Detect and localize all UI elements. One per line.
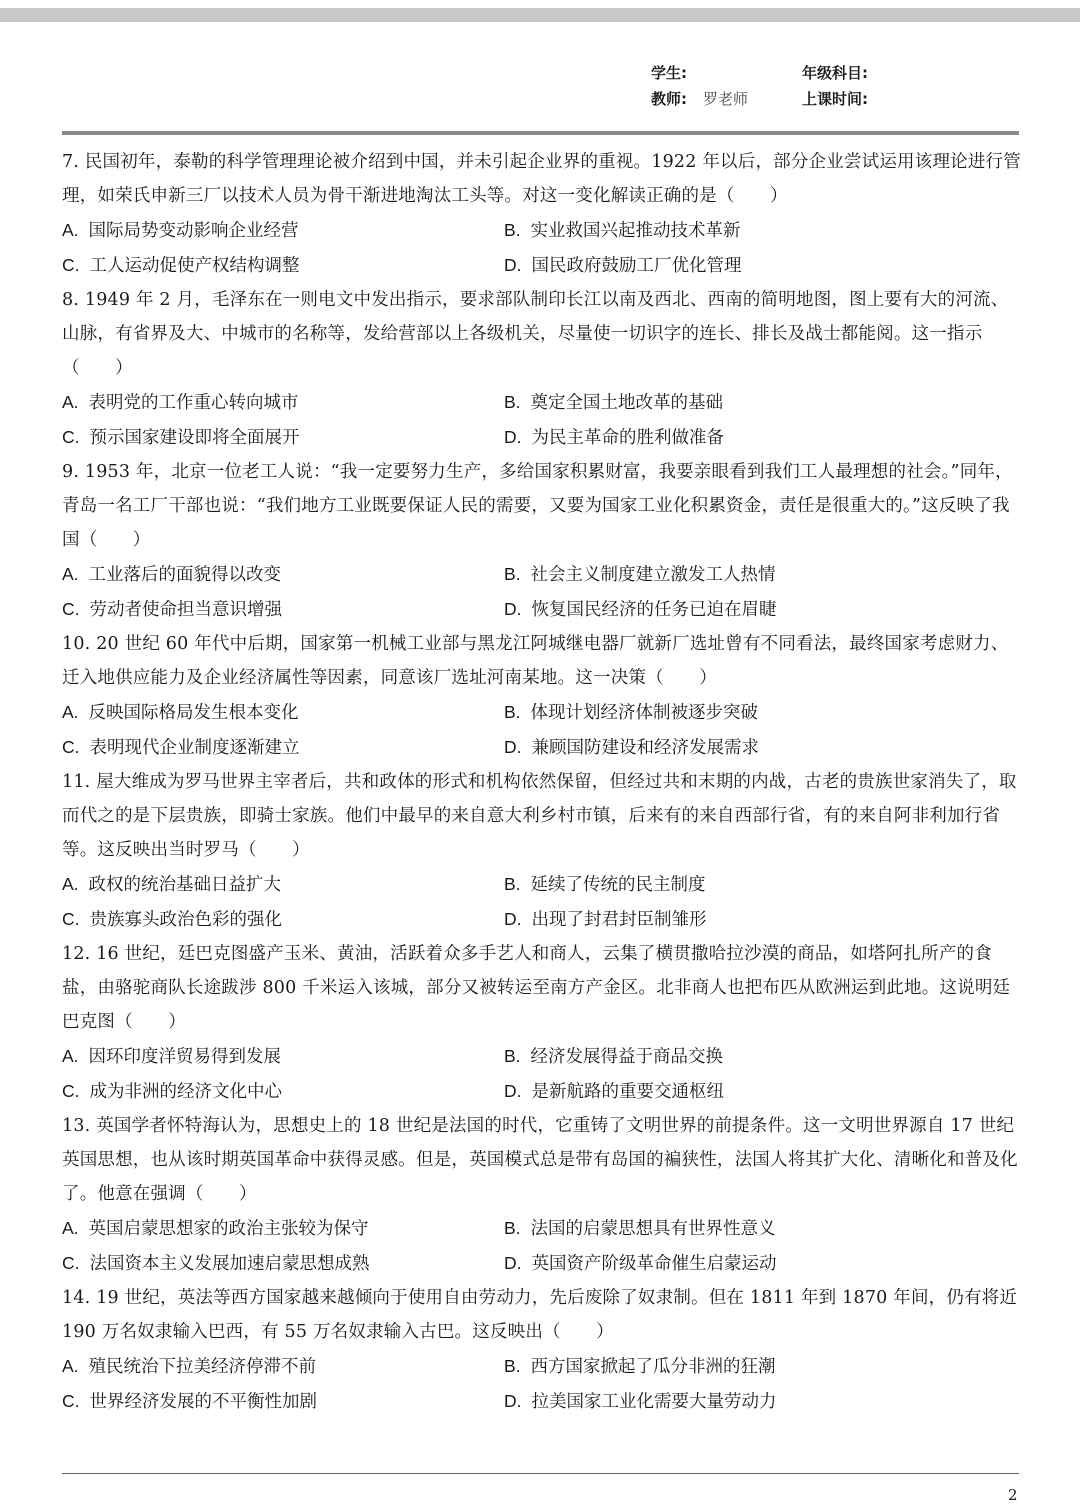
- option-letter: A.: [62, 1218, 79, 1238]
- option-d[interactable]: [504, 902, 946, 937]
- option-text: 国际局势变动影响企业经营: [88, 221, 299, 241]
- option-d[interactable]: [504, 592, 946, 627]
- option-b[interactable]: [504, 1349, 946, 1384]
- option-text: 成为非洲的经济文化中心: [89, 1082, 282, 1102]
- options: [62, 1349, 1022, 1419]
- option-d[interactable]: [504, 1384, 946, 1419]
- option-a[interactable]: [62, 213, 504, 248]
- option-letter: C.: [62, 1081, 80, 1101]
- option-letter: C.: [62, 909, 80, 929]
- question-stem: 8. 1949 年 2 月，毛泽东在一则电文中发出指示，要求部队制印长江以南及西北、西南的简明地图，图上要有大的河流、山脉，有省界及大、中城市的名称等，发给营部以上各级机关，尽量使一切识字的连长、排长及战士都能阅。这一指示（ ）: [62, 290, 1009, 378]
- option-letter: D.: [504, 599, 522, 619]
- question: [62, 627, 1022, 765]
- question-stem: 14. 19 世纪，英法等西方国家越来越倾向于使用自由劳动力，先后废除了奴隶制。但在 1811 年到 1870 年间，仍有将近 190 万名奴隶输入巴西，有 55 万名奴隶输入古巴。这反映出（ ）: [62, 1288, 1018, 1342]
- option-text: 工业落后的面貌得以改变: [88, 565, 282, 585]
- option-text: 延续了传统的民主制度: [530, 875, 706, 895]
- grade-label: 年级科目:: [802, 64, 868, 82]
- teacher-label: 教师:: [651, 90, 687, 108]
- questions-container: [62, 145, 1022, 1419]
- option-letter: D.: [504, 1253, 522, 1273]
- option-text: 社会主义制度建立激发工人热情: [530, 565, 776, 585]
- options: [62, 1211, 1022, 1281]
- teacher-value: 罗老师: [703, 90, 749, 108]
- option-c[interactable]: [62, 1074, 504, 1109]
- option-text: 劳动者使命担当意识增强: [89, 600, 282, 620]
- option-text: 法国资本主义发展加速启蒙思想成熟: [89, 1254, 370, 1274]
- option-letter: A.: [62, 564, 79, 584]
- question-stem: 13. 英国学者怀特海认为，思想史上的 18 世纪是法国的时代，它重铸了文明世界的前提条件。这一文明世界源自 17 世纪英国思想，也从该时期英国革命中获得灵感。但是，英国模式总是带有岛国的褊狭性，法国人将其扩大化、清晰化和普及化了。他意在强调（ ）: [62, 1116, 1018, 1204]
- option-d[interactable]: [504, 420, 946, 455]
- option-text: 法国的启蒙思想具有世界性意义: [530, 1219, 776, 1239]
- question: [62, 145, 1022, 283]
- option-letter: A.: [62, 1356, 79, 1376]
- option-letter: B.: [504, 220, 521, 240]
- option-text: 预示国家建设即将全面展开: [89, 428, 300, 448]
- grade-field: [802, 63, 884, 83]
- option-a[interactable]: [62, 1211, 504, 1246]
- option-text: 英国启蒙思想家的政治主张较为保守: [88, 1219, 369, 1239]
- option-b[interactable]: [504, 695, 946, 730]
- option-c[interactable]: [62, 730, 504, 765]
- option-text: 英国资产阶级革命催生启蒙运动: [531, 1254, 777, 1274]
- options: [62, 867, 1022, 937]
- question-stem: 10. 20 世纪 60 年代中后期，国家第一机械工业部与黑龙江阿城继电器厂就新厂选址曾有不同看法，最终国家考虑财力、迁入地供应能力及企业经济属性等因素，同意该厂选址河南某地。这一决策（ ）: [62, 634, 1009, 688]
- option-letter: D.: [504, 1391, 522, 1411]
- option-a[interactable]: [62, 867, 504, 902]
- option-text: 政权的统治基础日益扩大: [88, 875, 282, 895]
- student-label: 学生:: [651, 64, 687, 82]
- option-b[interactable]: [504, 557, 946, 592]
- options: [62, 213, 1022, 283]
- option-c[interactable]: [62, 592, 504, 627]
- student-field: [651, 63, 703, 83]
- footer-divider: [62, 1473, 1019, 1474]
- header-divider: [62, 131, 1019, 135]
- question: [62, 937, 1022, 1109]
- option-letter: B.: [504, 1218, 521, 1238]
- option-letter: D.: [504, 427, 522, 447]
- option-text: 西方国家掀起了瓜分非洲的狂潮: [530, 1357, 776, 1377]
- option-text: 体现计划经济体制被逐步突破: [530, 703, 759, 723]
- option-letter: D.: [504, 737, 522, 757]
- option-d[interactable]: [504, 1074, 946, 1109]
- page-number: 2: [1008, 1486, 1018, 1504]
- option-letter: B.: [504, 564, 521, 584]
- option-text: 因环印度洋贸易得到发展: [88, 1047, 282, 1067]
- question: [62, 1109, 1022, 1281]
- option-c[interactable]: [62, 1246, 504, 1281]
- option-text: 是新航路的重要交通枢纽: [531, 1082, 724, 1102]
- option-letter: B.: [504, 392, 521, 412]
- option-d[interactable]: [504, 1246, 946, 1281]
- option-a[interactable]: [62, 1349, 504, 1384]
- option-c[interactable]: [62, 420, 504, 455]
- option-text: 工人运动促使产权结构调整: [89, 256, 300, 276]
- option-letter: A.: [62, 392, 79, 412]
- option-letter: A.: [62, 702, 79, 722]
- question-stem: 11. 屋大维成为罗马世界主宰者后，共和政体的形式和机构依然保留，但经过共和末期的内战，古老的贵族世家消失了，取而代之的是下层贵族，即骑士家族。他们中最早的来自意大利乡村市镇，后来有的来自西部行省，有的来自阿非利加行省等。这反映出当时罗马（ ）: [62, 772, 1017, 860]
- option-letter: C.: [62, 737, 80, 757]
- top-gray-band: [0, 8, 1080, 22]
- option-letter: C.: [62, 599, 80, 619]
- option-a[interactable]: [62, 557, 504, 592]
- option-c[interactable]: [62, 248, 504, 283]
- option-a[interactable]: [62, 385, 504, 420]
- options: [62, 557, 1022, 627]
- time-field: [802, 89, 884, 109]
- option-letter: C.: [62, 427, 80, 447]
- option-letter: D.: [504, 909, 522, 929]
- option-letter: C.: [62, 255, 80, 275]
- option-letter: D.: [504, 255, 522, 275]
- option-b[interactable]: [504, 213, 946, 248]
- option-b[interactable]: [504, 385, 946, 420]
- option-text: 为民主革命的胜利做准备: [531, 428, 724, 448]
- time-label: 上课时间:: [802, 90, 868, 108]
- options: [62, 385, 1022, 455]
- option-letter: A.: [62, 874, 79, 894]
- option-a[interactable]: [62, 695, 504, 730]
- question-list: [62, 145, 1022, 1419]
- question: [62, 765, 1022, 937]
- option-d[interactable]: [504, 248, 946, 283]
- options: [62, 1039, 1022, 1109]
- option-text: 恢复国民经济的任务已迫在眉睫: [531, 600, 777, 620]
- question: [62, 283, 1022, 455]
- question-stem: 7. 民国初年，泰勒的科学管理理论被介绍到中国，并未引起企业界的重视。1922 年以后，部分企业尝试运用该理论进行管理，如荣氏申新三厂以技术人员为骨干渐进地淘汰工头等。对这一变化解读正确的是（ ）: [62, 152, 1021, 206]
- option-letter: B.: [504, 1356, 521, 1376]
- option-text: 拉美国家工业化需要大量劳动力: [531, 1392, 777, 1412]
- option-c[interactable]: [62, 1384, 504, 1419]
- option-text: 世界经济发展的不平衡性加剧: [89, 1392, 317, 1412]
- option-text: 反映国际格局发生根本变化: [88, 703, 299, 723]
- question: [62, 1281, 1022, 1419]
- option-text: 国民政府鼓励工厂优化管理: [531, 256, 742, 276]
- options: [62, 695, 1022, 765]
- option-text: 经济发展得益于商品交换: [530, 1047, 724, 1067]
- option-text: 表明现代企业制度逐渐建立: [89, 738, 300, 758]
- option-text: 贵族寡头政治色彩的强化: [89, 910, 282, 930]
- option-text: 殖民统治下拉美经济停滞不前: [88, 1357, 317, 1377]
- option-a[interactable]: [62, 1039, 504, 1074]
- option-text: 表明党的工作重心转向城市: [88, 393, 299, 413]
- question-stem: 12. 16 世纪，廷巴克图盛产玉米、黄油，活跃着众多手艺人和商人，云集了横贯撒哈拉沙漠的商品，如塔阿扎所产的食盐，由骆驼商队长途跋涉 800 千米运入该城，部分又被转运至南方产金区。北非商人也把布匹从欧洲运到此地。这说明廷巴克图（ ）: [62, 944, 1011, 1032]
- question: [62, 455, 1022, 627]
- option-text: 兼顾国防建设和经济发展需求: [531, 738, 759, 758]
- option-text: 实业救国兴起推动技术革新: [530, 221, 741, 241]
- option-letter: A.: [62, 1046, 79, 1066]
- option-letter: B.: [504, 702, 521, 722]
- option-b[interactable]: [504, 867, 946, 902]
- option-b[interactable]: [504, 1039, 946, 1074]
- option-text: 出现了封君封臣制雏形: [531, 910, 707, 930]
- option-letter: B.: [504, 1046, 521, 1066]
- option-text: 奠定全国土地改革的基础: [530, 393, 724, 413]
- option-d[interactable]: [504, 730, 946, 765]
- teacher-field: [651, 89, 748, 109]
- option-letter: C.: [62, 1253, 80, 1273]
- option-letter: A.: [62, 220, 79, 240]
- question-stem: 9. 1953 年，北京一位老工人说：“我一定要努力生产，多给国家积累财富，我要亲眼看到我们工人最理想的社会。”同年，青岛一名工厂干部也说：“我们地方工业既要保证人民的需要，又要为国家工业化积累资金，责任是很重大的。”这反映了我国（ ）: [62, 462, 1013, 550]
- option-c[interactable]: [62, 902, 504, 937]
- option-b[interactable]: [504, 1211, 946, 1246]
- option-letter: B.: [504, 874, 521, 894]
- option-letter: D.: [504, 1081, 522, 1101]
- option-letter: C.: [62, 1391, 80, 1411]
